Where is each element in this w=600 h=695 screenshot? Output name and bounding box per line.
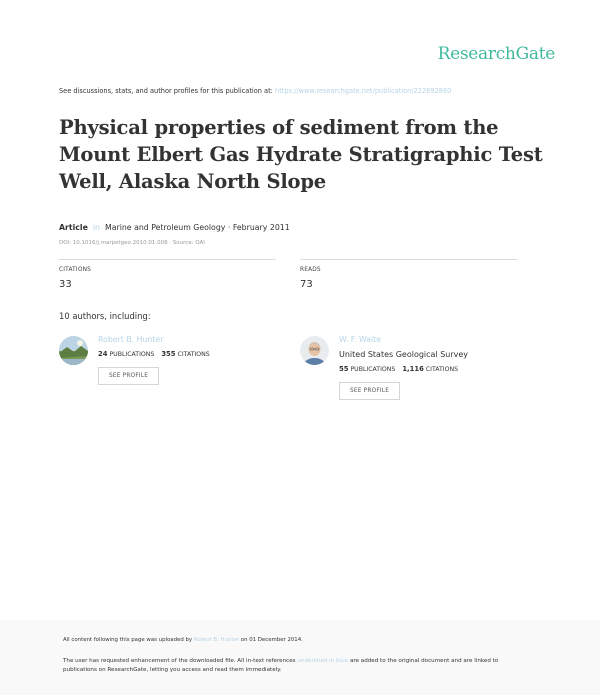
discussion-line (59, 87, 451, 95)
reads-label: READS (300, 267, 321, 273)
author-citations-label: CITATIONS (177, 351, 210, 358)
uploader-link[interactable]: Robert B. Hunter (193, 637, 240, 643)
reads-count: 73 (300, 279, 313, 290)
author-stats (339, 365, 468, 373)
publication-doi: DOI: 10.1016/j.marpetgeo.2010.01.008 · Source: OAI (59, 240, 205, 246)
author-citations-count: 1,116 (402, 365, 424, 373)
person-photo-icon[interactable] (300, 336, 329, 365)
publications-count: 55 (339, 365, 349, 373)
publications-label: PUBLICATIONS (350, 366, 396, 373)
see-profile-button[interactable]: SEE PROFILE (98, 367, 159, 385)
author-stats (98, 350, 210, 358)
author-citations-label: CITATIONS (425, 366, 459, 373)
author-affiliation: United States Geological Survey (339, 350, 469, 359)
footer (0, 620, 600, 695)
publications-count: 24 (98, 350, 108, 358)
publication-type: Article (59, 223, 88, 232)
authors-heading: 10 authors, including: (59, 311, 151, 321)
see-profile-button[interactable]: SEE PROFILE (339, 382, 400, 400)
enhance-prefix: The user has requested enhancement of the downloaded file. All in-text references (63, 658, 296, 664)
reads-stat (300, 259, 517, 290)
enhance-suffix: are added to the original document and are linked to publications on ResearchGate, letting you access and read them immediately. (63, 658, 499, 673)
in-label: in (92, 223, 100, 232)
citations-stat (59, 259, 276, 290)
publications-label: PUBLICATIONS (109, 351, 155, 358)
upload-suffix: on 01 December 2014. (240, 637, 303, 643)
upload-prefix: All content following this page was uploaded by (63, 637, 193, 643)
underlined-link[interactable]: underlined in blue (297, 658, 349, 664)
author-citations-count: 355 (161, 350, 176, 358)
landscape-photo-icon[interactable] (59, 336, 88, 365)
author-name-link[interactable]: Robert B. Hunter (98, 335, 164, 344)
publication-url-link[interactable]: https://www.researchgate.net/publication/222692860 (275, 87, 452, 95)
publication-meta (59, 223, 290, 232)
publication-venue: Marine and Petroleum Geology · February 2011 (104, 223, 290, 232)
enhancement-notice (63, 657, 533, 675)
citations-count: 33 (59, 279, 72, 290)
citations-label: CITATIONS (59, 267, 91, 273)
researchgate-logo[interactable]: ResearchGate (437, 44, 555, 64)
publication-title: Physical properties of sediment from the Mount Elbert Gas Hydrate Stratigraphic Test Well, Alaska North Slope (59, 116, 543, 193)
upload-notice (63, 637, 303, 643)
discussion-text: See discussions, stats, and author profiles for this publication at: (59, 87, 273, 95)
author-name-link[interactable]: W. F. Waite (339, 335, 381, 344)
